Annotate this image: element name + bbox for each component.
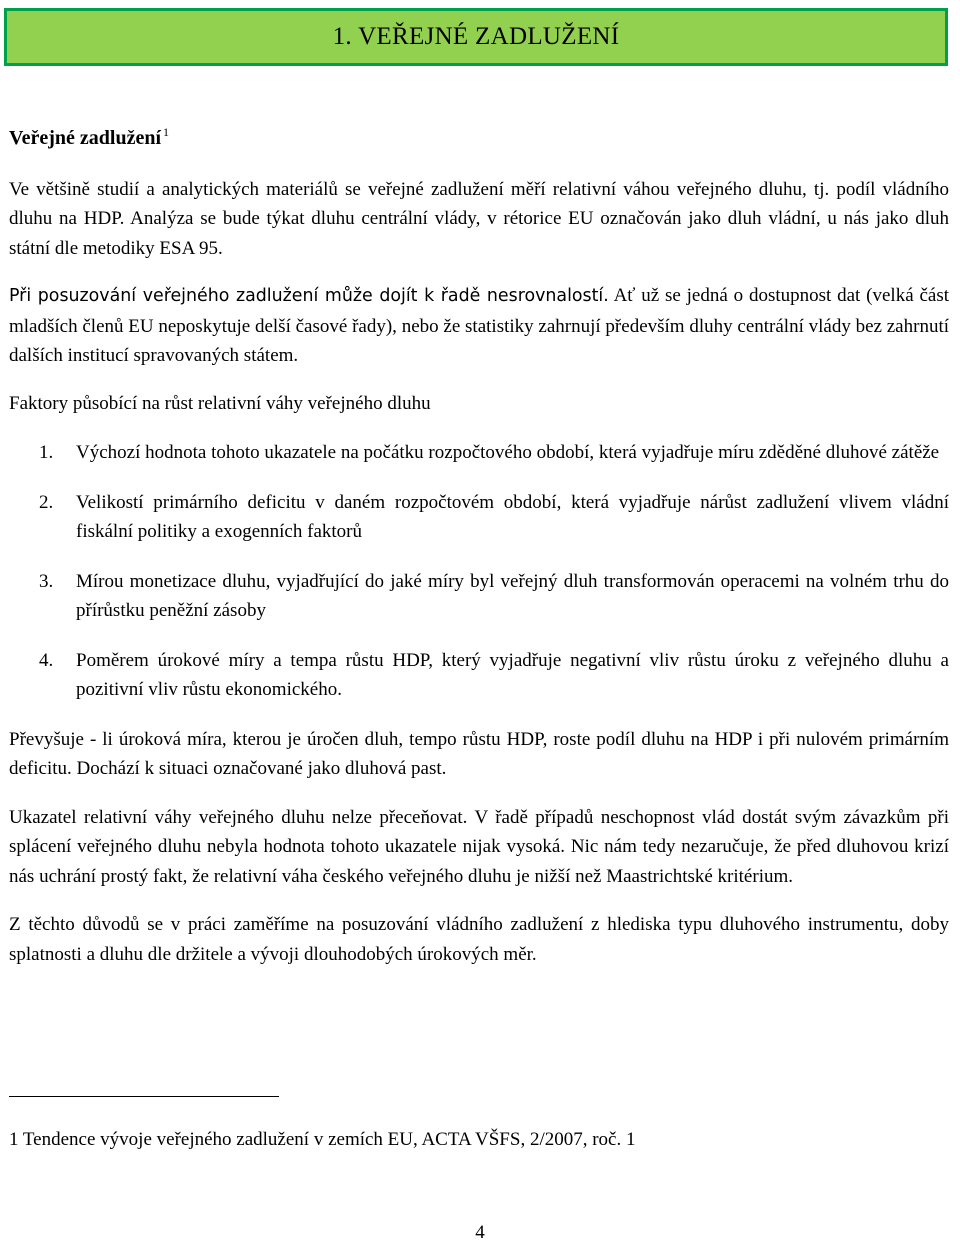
paragraph-inconsistencies-lead: Při posuzování veřejného zadlužení může dojít k řadě nesrovnalostí. <box>9 286 609 306</box>
list-item <box>9 488 949 547</box>
list-item-number: 1. <box>39 442 54 463</box>
paragraph-inconsistencies <box>9 281 949 371</box>
footnote-separator <box>9 1096 279 1097</box>
paragraph-inconsistencies-rest: (velká část mladších členů EU neposkytuje delší časové řady), nebo že statistiky zahrnují především dluhy centrální vlády bez zahrnutí dalších institucí spravovaných státem. <box>9 285 949 366</box>
list-item-text: Výchozí hodnota tohoto ukazatele na počátku rozpočtového období, která vyjadřuje míru zděděné dluhové zátěže <box>76 442 940 463</box>
footnote-reference: 1 <box>163 125 170 139</box>
page-number: 4 <box>475 1222 485 1243</box>
chapter-banner <box>4 8 948 66</box>
list-item-text: Velikostí primárního deficitu v daném rozpočtovém období, která vyjadřuje nárůst zadlužení vlivem vládní fiskální politiky a exogenních faktorů <box>76 491 949 542</box>
paragraph-debt-trap: Převyšuje - li úroková míra, kterou je úročen dluh, tempo růstu HDP, roste podíl dluhu na HDP i při nulovém primárním deficitu. Dochází k situaci označované jako dluhová past. <box>9 728 949 779</box>
paragraph-indicator-limits: Ukazatel relativní váhy veřejného dluhu nelze přeceňovat. V řadě případů neschopnost vlád dostát svým závazkům při splácení veřejného dluhu nebyla hodnota tohoto ukazatele nijak vysoká. Nic nám tedy nezaručuje, že před dluhovou krizí nás uchrání prostý fakt, že relativní váha českého veřejného dluhu je nižší než Maastrichtské kritérium. <box>9 806 949 887</box>
main-content <box>9 118 949 969</box>
list-item <box>9 438 949 468</box>
paragraph-inconsistencies-continuation: Ať už se jedná o dostupnost dat <box>608 285 861 306</box>
factors-list <box>9 438 949 705</box>
list-item-number: 3. <box>39 570 54 592</box>
section-heading <box>9 118 949 154</box>
factors-intro: Faktory působící na růst relativní váhy veřejného dluhu <box>9 392 431 414</box>
paragraph-conclusion: Z těchto důvodů se v práci zaměříme na posuzování vládního zadlužení z hlediska typu dluhového instrumentu, doby splatnosti a dluhu dle držitele a vývoji dlouhodobých úrokových měr. <box>9 914 949 965</box>
list-item <box>9 646 949 705</box>
chapter-title: 1. VEŘEJNÉ ZADLUŽENÍ <box>332 23 620 50</box>
list-item-number: 2. <box>39 491 54 513</box>
list-item-text: Mírou monetizace dluhu, vyjadřující do jaké míry byl veřejný dluh transformován operacemi na volném trhu do přírůstku peněžní zásoby <box>76 570 949 621</box>
section-heading-text: Veřejné zadlužení <box>9 127 162 149</box>
paragraph-debt-measurement: Ve většině studií a analytických materiálů se veřejné zadlužení měří relativní váhou veřejného dluhu, tj. podíl vládního dluhu na HDP. Analýza se bude týkat dluhu centrální vlády, v rétorice EU označován jako dluh vládní, u nás jako dluh státní dle metodiky ESA 95. <box>9 178 949 259</box>
list-item-number: 4. <box>39 649 54 671</box>
footnote: 1 Tendence vývoje veřejného zadlužení v zemích EU, ACTA VŠFS, 2/2007, roč. 1 <box>9 1129 636 1150</box>
list-item-text: Poměrem úrokové míry a tempa růstu HDP, který vyjadřuje negativní vliv růstu úroku z veřejného dluhu a pozitivní vliv růstu ekonomického. <box>76 649 949 700</box>
list-item <box>9 567 949 626</box>
